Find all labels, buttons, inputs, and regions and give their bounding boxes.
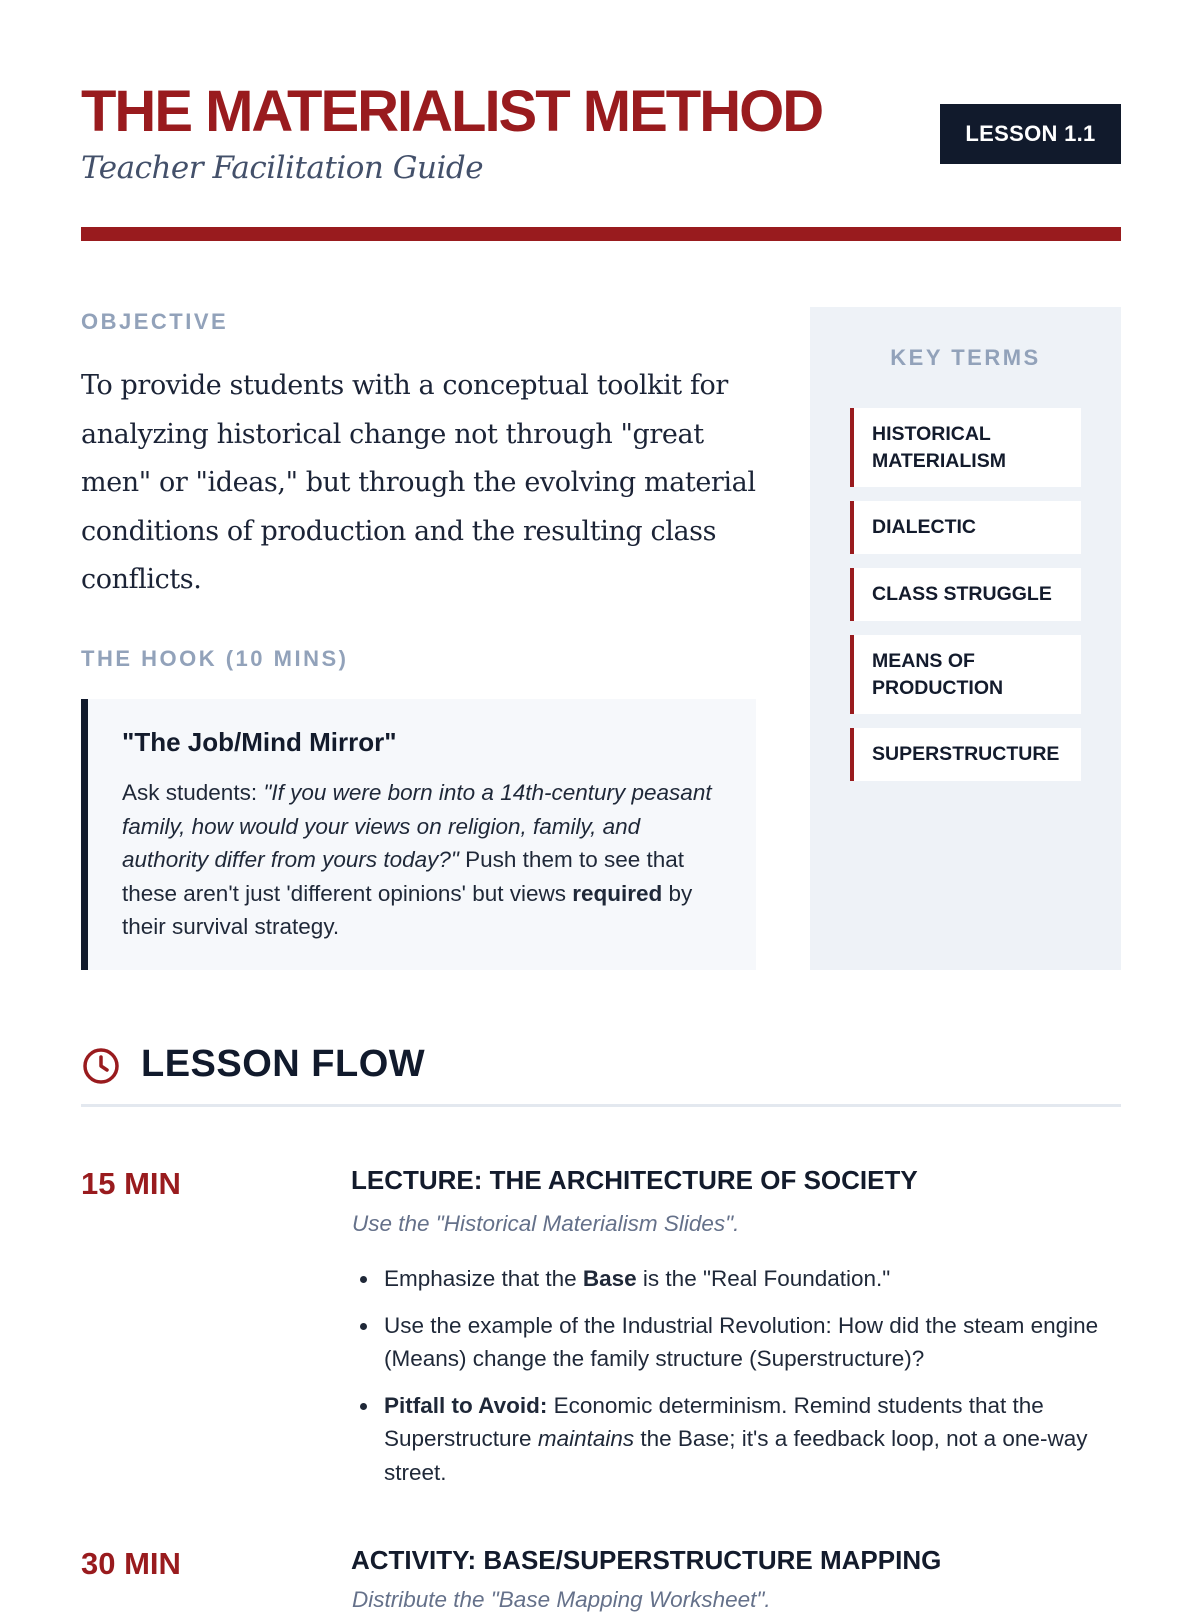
bullet-emphasis: Base <box>582 1266 637 1291</box>
lesson-flow-title: LESSON FLOW <box>141 1043 426 1085</box>
bullet-italic: maintains <box>537 1426 635 1451</box>
block-duration: 15 MIN <box>81 1166 181 1201</box>
bullet-text: the Base; it's a feedback loop, not a one-way street. <box>384 1426 1088 1485</box>
hook-body <box>122 776 722 944</box>
hook-lead: Ask students: <box>122 780 264 805</box>
bullet-text: Use the example of the Industrial Revolution: How did the steam engine (Means) change the family structure (Superstructure)? <box>384 1312 1099 1371</box>
header-divider <box>81 227 1121 241</box>
key-terms-label: KEY TERMS <box>890 345 1041 370</box>
hook-title: "The Job/Mind Mirror" <box>122 727 397 757</box>
bullet-text: Economic determinism. Remind students that the Superstructure <box>384 1392 1044 1451</box>
objective-text: To provide students with a conceptual toolkit for analyzing historical change not through "great men" or "ideas," but through the evolving material conditions of production and the resulting class conflicts. <box>81 370 756 595</box>
objective-label: OBJECTIVE <box>81 309 229 334</box>
key-term-superstructure: SUPERSTRUCTURE <box>850 728 1081 781</box>
block-subtitle: Use the "Historical Materialism Slides". <box>352 1211 740 1236</box>
hook-callout <box>81 699 756 970</box>
page-title: THE MATERIALIST METHOD <box>81 79 823 144</box>
hook-emphasis: required <box>572 880 663 906</box>
lesson-flow-divider <box>81 1104 1121 1107</box>
block-subtitle: Distribute the "Base Mapping Worksheet". <box>352 1587 771 1612</box>
bullet-emphasis: Pitfall to Avoid: <box>384 1392 548 1418</box>
clock-icon <box>81 1046 121 1086</box>
bullet-text: Emphasize that the <box>384 1266 583 1291</box>
block-title: LECTURE: THE ARCHITECTURE OF SOCIETY <box>351 1165 918 1195</box>
list-item <box>352 1309 1127 1376</box>
hook-end: by their survival strategy. <box>122 880 693 939</box>
lesson-badge: LESSON 1.1 <box>940 104 1121 164</box>
list-item <box>352 1262 1127 1296</box>
key-term-dialectic: DIALECTIC <box>850 501 1081 554</box>
hook-question: "If you were born into a 14th-century peasant family, how would your views on religion, family, and authority differ from yours today?" <box>122 780 712 872</box>
block-duration: 30 MIN <box>81 1546 181 1581</box>
block-title: ACTIVITY: BASE/SUPERSTRUCTURE MAPPING <box>351 1545 942 1575</box>
key-term-historical-materialism: HISTORICAL MATERIALISM <box>850 408 1081 487</box>
key-term-class-struggle: CLASS STRUGGLE <box>850 568 1081 621</box>
hook-label: THE HOOK (10 MINS) <box>81 646 349 671</box>
list-item <box>352 1389 1127 1490</box>
key-term-means-of-production: MEANS OF PRODUCTION <box>850 635 1081 714</box>
block-bullet-list <box>352 1262 1127 1502</box>
page-subtitle: Teacher Facilitation Guide <box>81 150 484 186</box>
key-terms-panel <box>810 307 1121 970</box>
bullet-text: is the "Real Foundation." <box>636 1266 891 1291</box>
hook-middle: Push them to see that these aren't just 'different opinions' but views <box>122 847 685 906</box>
